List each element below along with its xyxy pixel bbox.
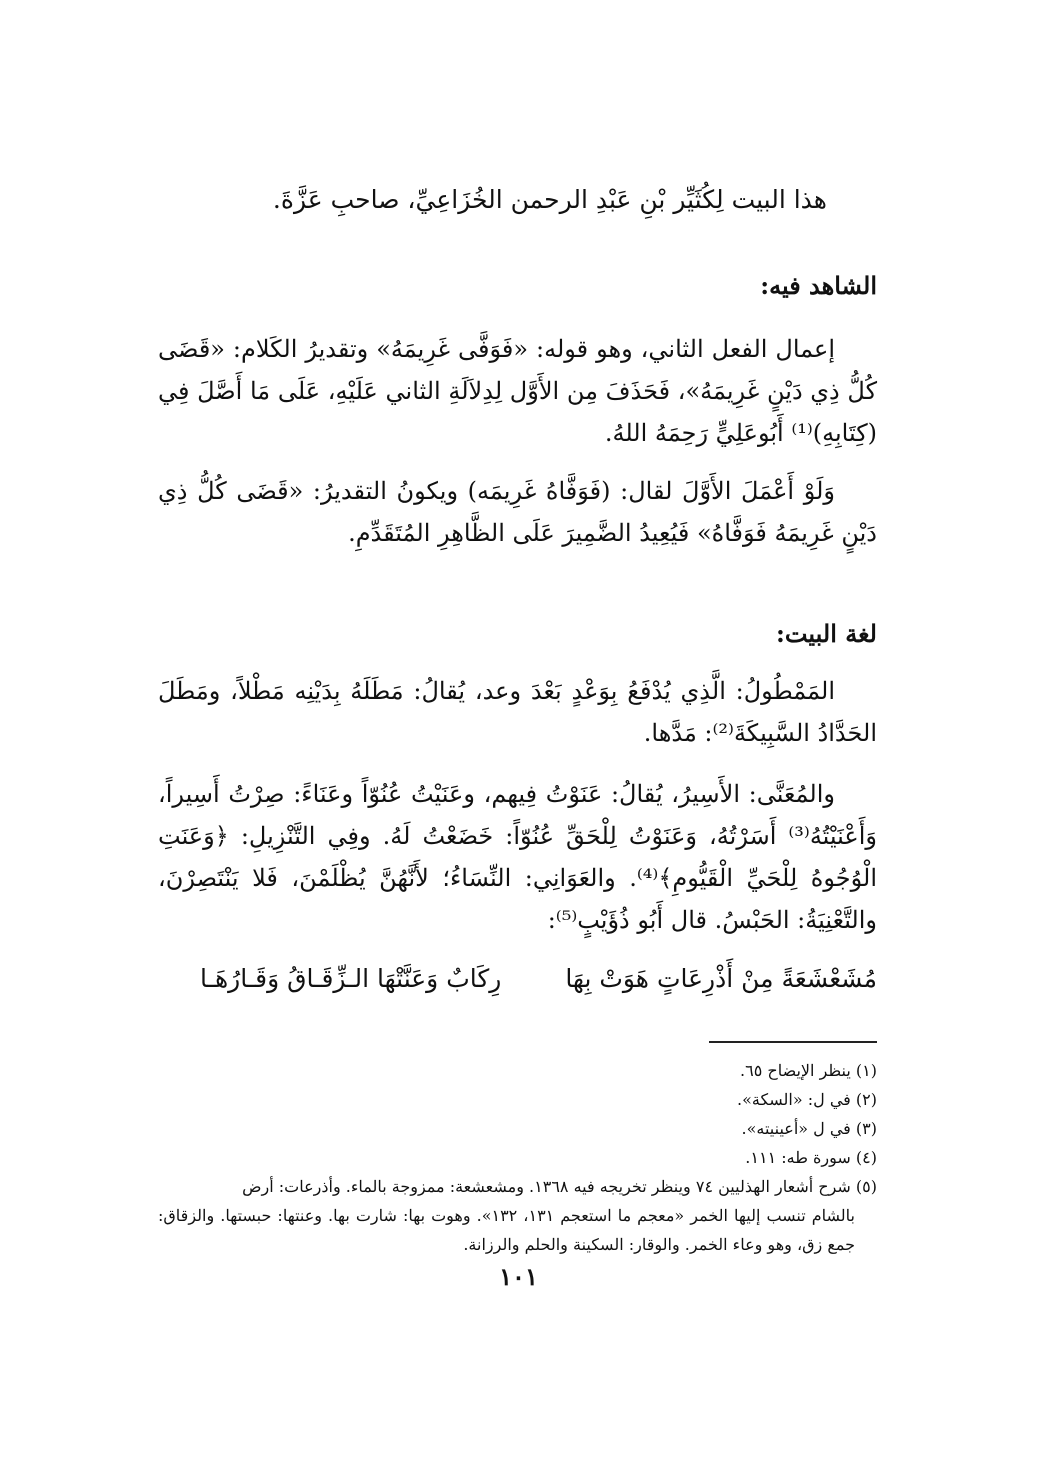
footnotes bbox=[158, 1056, 877, 1259]
footnote-1: (١) ينظر الإيضاح ٦٥. bbox=[740, 1061, 877, 1080]
paragraph-mamtul: المَمْطُولُ: الَّذِي يُدْفَعُ بِوَعْدٍ بَعْدَ وعد، يُقالُ: مَطَلَهُ بِدَيْنِه مَطْلاً، ومَطَلَ الحَدَّادُ السَّبِيكَةَ⁽²⁾: مَدَّها. bbox=[158, 677, 877, 747]
paragraph-shahid-2: وَلَوْ أَعْمَلَ الأَوَّلَ لقال: (فَوَفَّاهُ غَرِيمَه) ويكونُ التقديرُ: «قَضَى كُلُّ ذِي دَيْنٍ غَرِيمَهُ فَوَفَّاهُ» فَيُعِيدُ الضَّمِيرَ عَلَى الظَّاهِرِ المُتَقَدِّمِ. bbox=[158, 477, 877, 547]
footnote-separator bbox=[709, 1041, 877, 1043]
poem-verse bbox=[200, 958, 877, 1000]
footnote-3: (٣) في ل «أعينيته». bbox=[741, 1119, 877, 1138]
verse-second-hemistich: رِكَابٌ وَعَنَّتْهَا الـزِّقَـاقُ وَقَـارُهَـا bbox=[200, 964, 502, 993]
footnote-5-continuation: بالشام تنسب إليها الخمر «معجم ما استعجم ١٣١، ١٣٢». وهوت بها: شارت بها. وعنتها: حبستها. والزقاق: جمع زق، وهو وعاء الخمر. والوقار: السكينة والحلم والرزانة. bbox=[158, 1206, 856, 1254]
section-heading-lugha: لغة البيت: bbox=[775, 619, 877, 648]
page-number: ١٠١ bbox=[499, 1262, 538, 1291]
footnote-5: (٥) شرح أشعار الهذليين ٧٤ وينظر تخريجه فيه ١٣٦٨. ومشعشعة: ممزوجة بالماء. وأذرعات: أرض bbox=[242, 1177, 877, 1196]
verse-first-hemistich: مُشَعْشَعَةً مِنْ أَذْرِعَاتٍ هَوَتْ بِهَا bbox=[565, 964, 877, 993]
paragraph-muanna: والمُعَنَّى: الأَسِيرُ، يُقالُ: عَنَوْتُ فِيهم، وعَنَيْتُ عُنُوّاً وعَنَاءً: صِرْتُ أَسِيراً، وَأَعْنَيْتُهُ⁽³⁾ أَسَرْتُهُ، وَعَنَوْتُ لِلْحَقِّ عُنُوّاً: خَضَعْتُ لَهُ. وفِي التَّنْزِيلِ: ﴿وَعَنَتِ الْوُجُوهُ لِلْحَيِّ الْقَيُّومِ﴾⁽⁴⁾. والعَوَانِي: النِّسَاءُ؛ لأَنَّهُنَّ يُظْلَمْنَ، فَلا يَنْتَصِرْنَ، والتَّعْنِيَةُ: الحَبْسُ. قال أَبُو ذُؤَيْبٍ⁽⁵⁾: bbox=[158, 780, 877, 934]
paragraph-shahid-1: إعمال الفعل الثاني، وهو قوله: «فَوَفَّى غَرِيمَهُ» وتقديرُ الكَلام: «قَضَى كُلُّ ذِي دَيْنٍ غَرِيمَهُ»، فَحَذَفَ مِن الأَوَّل لِدِلاَلَةِ الثاني عَلَيْهِ، عَلَى مَا أَصَّلَ فِي (كِتَابِهِ)⁽¹⁾ أَبُوعَلِيٍّ رَحِمَهُ اللهُ. bbox=[158, 335, 878, 447]
intro-line: هذا البيت لِكُثَيِّر بْنِ عَبْدِ الرحمن الخُزَاعِيِّ، صاحبِ عَزَّةَ. bbox=[272, 185, 827, 214]
footnote-2: (٢) في ل: «السكة». bbox=[736, 1090, 877, 1109]
section-heading-shahid: الشاهد فيه: bbox=[760, 271, 877, 300]
footnote-4: (٤) سورة طه: ١١١. bbox=[745, 1148, 877, 1167]
